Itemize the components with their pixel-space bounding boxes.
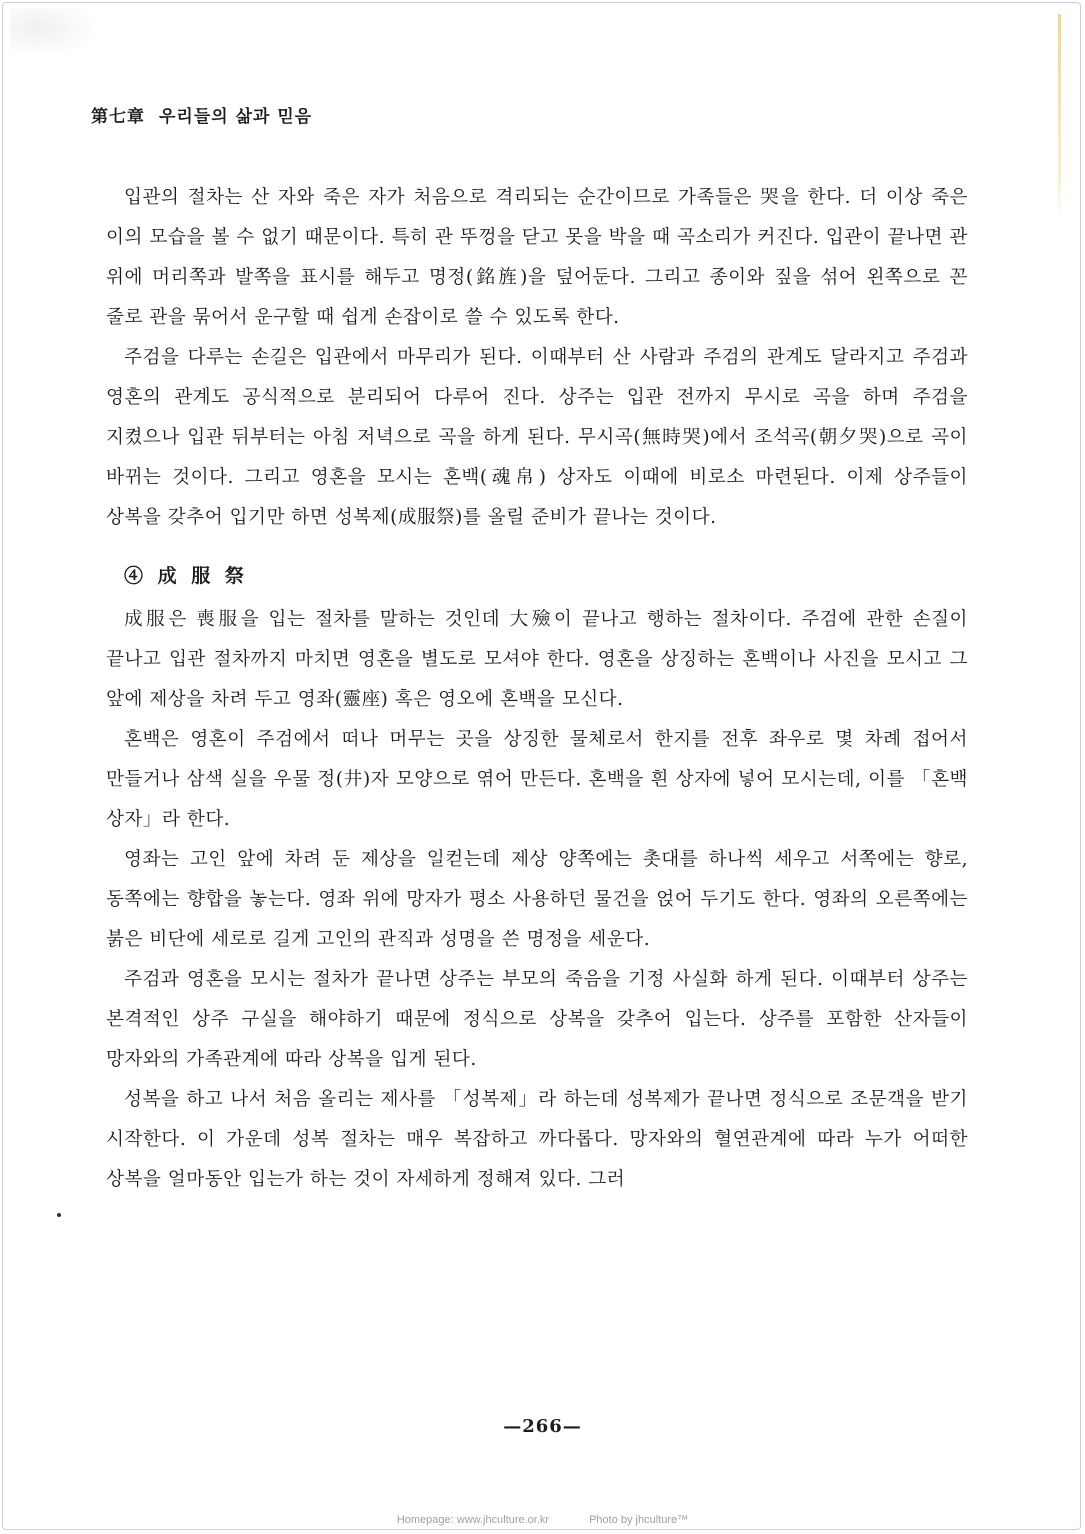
paragraph: 성복을 하고 나서 처음 올리는 제사를 「성복제」라 하는데 성복제가 끝나면 정식으로 조문객을 받기 시작한다. 이 가운데 성복 절차는 매우 복잡하고 까다롭다. 망자와의 혈연관계에 따라 누가 어떠한 상복을 얼마동안 입는가 하는 것이 자세하게 정해져 있다. 그러 [106, 1089, 968, 1190]
paragraph: 주검과 영혼을 모시는 절차가 끝나면 상주는 부모의 죽음을 기정 사실화 하게 된다. 이때부터 상주는 본격적인 상주 구실을 해야하기 때문에 정식으로 상복을 갖추어 입는다. 상주를 포함한 산자들이 망자와의 가족관계에 따라 상복을 입게 된다. [106, 969, 968, 1070]
footer-credit [0, 1514, 1085, 1526]
page-number: —266— [503, 1416, 582, 1437]
scan-smudge [10, 8, 100, 58]
paragraph: 成服은 喪服을 입는 절차를 말하는 것인데 大殮이 끝나고 행하는 절차이다. 주검에 관한 손질이 끝나고 입관 절차까지 마치면 영혼을 별도로 모셔야 한다. 영혼을 상징하는 혼백이나 사진을 모시고 그 앞에 제상을 차려 두고 영좌(靈座) 혹은 영오에 혼백을 모신다. [106, 609, 968, 710]
footer-photo-credit: Photo by jhculture™ [589, 1514, 689, 1526]
footer-homepage: Homepage: www.jhculture.or.kr [396, 1514, 550, 1526]
paragraph: 입관의 절차는 산 자와 죽은 자가 처음으로 격리되는 순간이므로 가족들은 哭을 한다. 더 이상 죽은 이의 모습을 볼 수 없기 때문이다. 특히 관 뚜껑을 닫고 못을 박을 때 곡소리가 커진다. 입관이 끝나면 관 위에 머리쪽과 발쪽을 표시를 해두고 명정(銘旌)을 덮어둔다. 그리고 종이와 짚을 섞어 왼쪽으로 꼰 줄로 관을 묶어서 운구할 때 쉽게 손잡이로 쓸 수 있도록 한다. [106, 187, 968, 328]
margin-dot [57, 1213, 61, 1217]
paragraph: 혼백은 영혼이 주검에서 떠나 머무는 곳을 상징한 물체로서 한지를 전후 좌우로 몇 차례 접어서 만들거나 삼색 실을 우물 정(井)자 모양으로 엮어 만든다. 혼백을 흰 상자에 넣어 모시는데, 이를 「혼백 상자」라 한다. [106, 729, 968, 830]
section-heading: ④ 成 服 祭 [124, 565, 248, 587]
chapter-label: 第七章 [91, 107, 145, 127]
binding-edge-mark [1058, 14, 1061, 219]
chapter-title: 우리들의 삶과 믿음 [159, 107, 313, 127]
paragraph: 영좌는 고인 앞에 차려 둔 제상을 일컫는데 제상 양쪽에는 촛대를 하나씩 세우고 서쪽에는 향로, 동쪽에는 향합을 놓는다. 영좌 위에 망자가 평소 사용하던 물건을 얹어 두기도 한다. 영좌의 오른쪽에는 붉은 비단에 세로로 길게 고인의 관직과 성명을 쓴 명정을 세운다. [106, 849, 968, 950]
paragraph: 주검을 다루는 손길은 입관에서 마무리가 된다. 이때부터 산 사람과 주검의 관계도 달라지고 주검과 영혼의 관계도 공식적으로 분리되어 다루어 진다. 상주는 입관 전까지 무시로 곡을 하며 주검을 지켰으나 입관 뒤부터는 아침 저녁으로 곡을 하게 된다. 무시곡(無時哭)에서 조석곡(朝夕哭)으로 곡이 바뀌는 것이다. 그리고 영혼을 모시는 혼백(魂帛) 상자도 이때에 비로소 마련된다. 이제 상주들이 상복을 갖추어 입기만 하면 성복제(成服祭)를 올릴 준비가 끝나는 것이다. [106, 347, 968, 528]
body-text [106, 178, 968, 1200]
running-head [91, 102, 312, 127]
